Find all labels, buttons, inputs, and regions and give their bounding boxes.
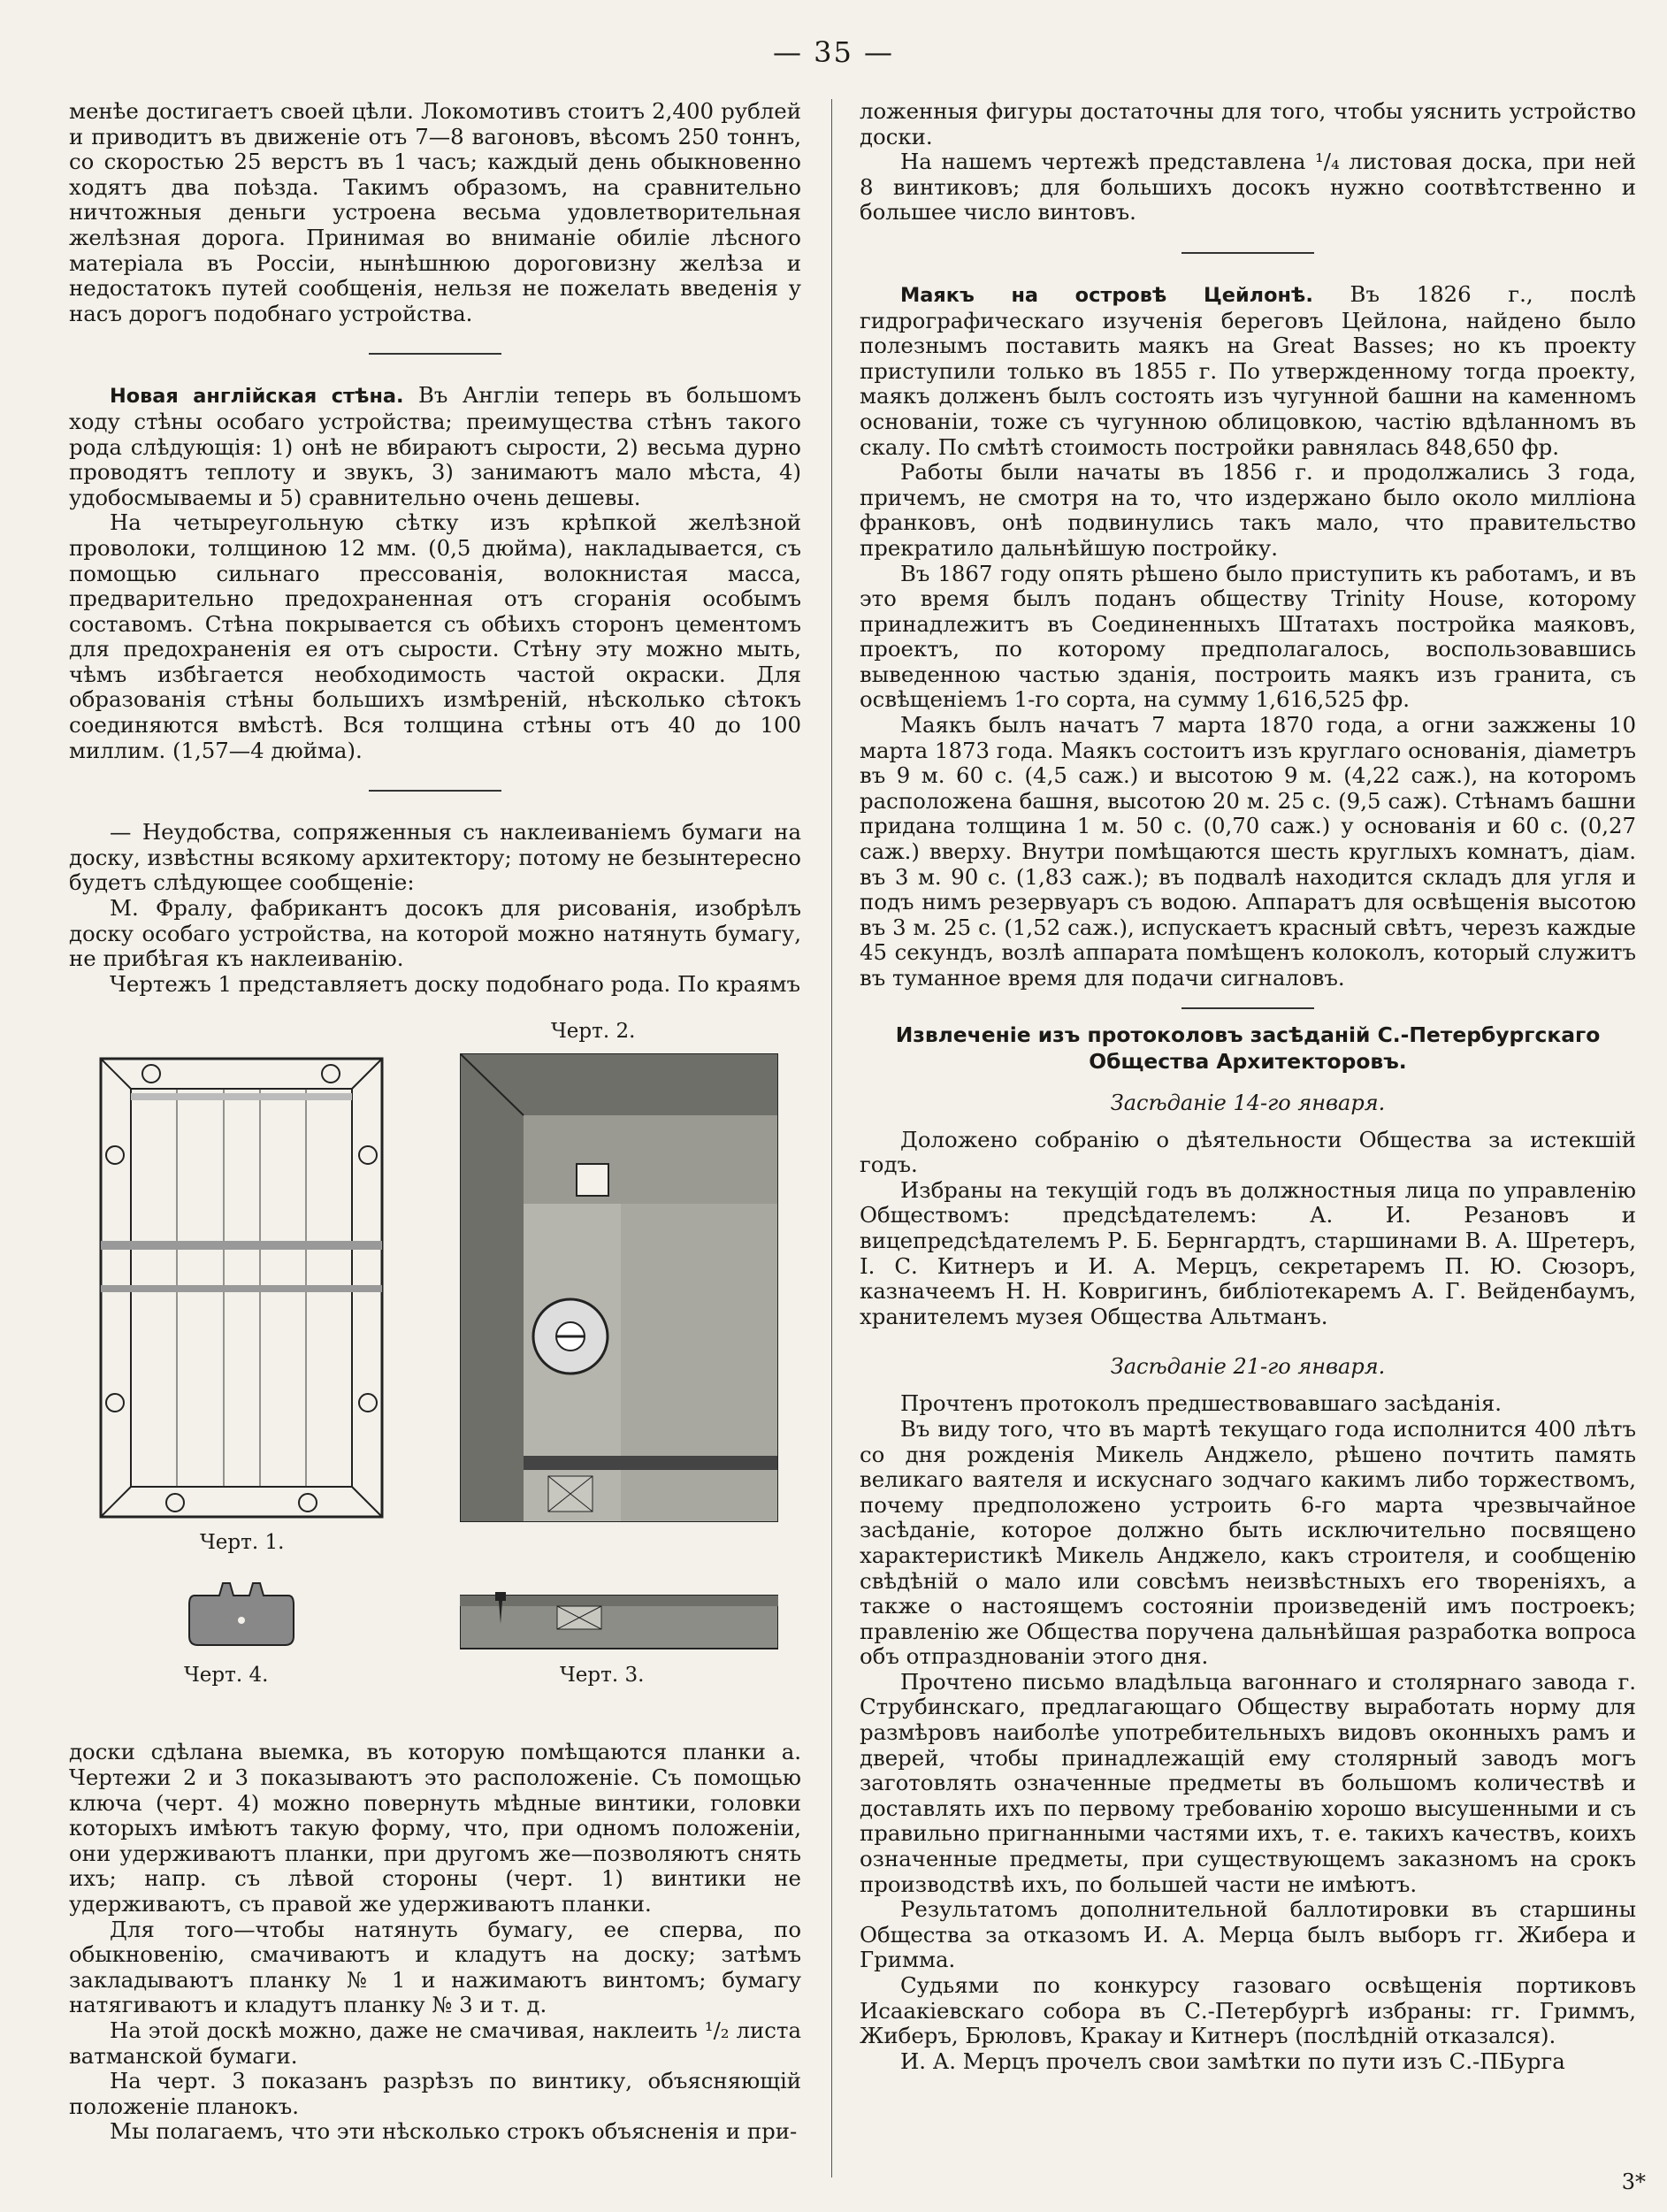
separator-rule	[1181, 252, 1314, 254]
lighthouse-paragraph-2: Работы были начаты въ 1856 г. и продолжались 3 года, причемъ, не смотря на то, что издержано было около милліона франковъ, онѣ подвинулись такъ мало, что правительство прекратило дальнѣйшую постройку.	[860, 459, 1636, 561]
page-number: — 35 —	[772, 35, 895, 69]
board-continuation: ложенныя фигуры достаточны для того, чтобы уяснить устройство доски.	[860, 98, 1636, 149]
lighthouse-paragraph-4: Маякъ былъ начатъ 7 марта 1870 года, а огни зажжены 10 марта 1873 года. Маякъ состоитъ изъ круглаго основанія, діаметръ въ 9 м. 60 с. (4,5 саж.) и высотою 9 м. (4,22 саж.), на которомъ расположена башня, высотою 20 м. 25 с. (9,5 саж). Стѣнамъ башни придана толщина 1 м. 50 с. (0,70 саж.) у основанія и 60 с. (0,27 саж.) вверху. Внутри помѣщаются шесть круглыхъ комнатъ, діам. въ 3 м. 90 с. (1,83 саж.); въ подвалѣ находится складъ для угля и подъ нимъ резервуаръ съ водою. Аппаратъ для освѣщенія высотою въ 3 м. 25 с. (1,52 саж.), испускаетъ красный свѣтъ, черезъ каждые 45 секундъ, возлѣ аппарата помѣщенъ колоколъ, который служитъ въ туманное время для подачи сигналовъ.	[860, 712, 1636, 991]
board-note: На нашемъ чертежѣ представлена ¹/₄ листовая доска, при ней 8 винтиковъ; для большихъ досокъ нужно соотвѣтственно и большее число винтовъ.	[860, 149, 1636, 226]
session2-paragraph-3: Прочтено письмо владѣльца вагоннаго и столярнаго завода г. Струбинскаго, предлагающаго Обществу выработать норму для размѣровъ наиболѣе употребительныхъ видовъ оконныхъ рамъ и дверей, чтобы принадлежащій ему столярный заводъ могъ заготовлять означенные предметы въ большомъ количествѣ и доставлять ихъ по первому требованію хорошо высушенными и съ правильно пригнанными частями ихъ, т. е. такихъ качествъ, коихъ означенные предметы, при существующемъ заказномъ на срокъ производствѣ ихъ, по большей части не имѣютъ.	[860, 1668, 1636, 1897]
session1-paragraph-1: Доложено собранію о дѣятельности Общества за истекшій годъ.	[860, 1126, 1636, 1178]
board-paragraph-6: На этой доскѣ можно, даже не смачивая, наклеить ¹/₂ листа ватманской бумаги.	[69, 2017, 801, 2069]
left-column	[69, 99, 801, 2145]
session1-paragraph-2: Избраны на текущій годъ въ должностныя лица по управленію Обществомъ: предсѣдателемъ: А. И. Резановъ и вицепредсѣдателемъ Р. Б. Бернгардтъ, старшинами В. А. Шретеръ, І. С. Китнеръ и И. А. Мерцъ, секретаремъ П. Ю. Сюзоръ, казначеемъ Н. Н. Ковригинъ, библіотекаремъ А. Г. Вейденбаумъ, хранителемъ музея Общества Альтманъ.	[860, 1176, 1636, 1329]
wall-paragraph-1: Новая англійская стѣна. Въ Англіи теперь въ большомъ ходу стѣны особаго устройства; преимущества стѣнъ такого рода слѣдующія: 1) онѣ не вбираютъ сырости, 2) весьма дурно проводятъ теплоту и звукъ, 3) занимаютъ мало мѣста, 4) удобосмываемы и 5) сравнительно очень дешевы.	[69, 382, 801, 510]
right-column	[860, 99, 1636, 2074]
figures-block	[69, 1009, 801, 1734]
figure-1-caption: Черт. 1.	[200, 1531, 285, 1555]
session2-paragraph-1: Прочтенъ протоколъ предшествовавшаго засѣданія.	[900, 1390, 1502, 1417]
separator-rule	[1181, 1007, 1314, 1009]
wall-heading: Новая англійская стѣна.	[110, 385, 404, 409]
board-paragraph-8: Мы полагаемъ, что эти нѣсколько строкъ объясненія и при-	[110, 2118, 798, 2145]
lighthouse-paragraph-1: Маякъ на островѣ Цейлонѣ. Въ 1826 г., послѣ гидрографическаго изученія береговъ Цейлона, найдено было полезнымъ поставить маякъ на Great Basses; но къ проекту приступили только въ 1855 г. По утвержденному тогда проекту, маякъ долженъ былъ состоять изъ чугунной башни на каменномъ основаніи, тоже съ чугунною облицовкою, частію вдѣланномъ въ скалу. По смѣтѣ стоимость постройки равнялась 848,650 фр.	[860, 280, 1636, 460]
session-heading-1: Засѣданіе 14-го января.	[1110, 1090, 1386, 1115]
board-paragraph-2: М. Фралу, фабрикантъ досокъ для рисованія, изобрѣлъ доску особаго устройства, на которой можно натянуть бумагу, не прибѣгая къ наклеиванію.	[69, 895, 801, 972]
figure-2-caption: Черт. 2.	[551, 1020, 636, 1044]
figure-3-caption: Черт. 3.	[560, 1664, 645, 1688]
session2-paragraph-5: Судьями по конкурсу газоваго освѣщенія портиковъ Исаакіевскаго собора въ С.-Петербургѣ избраны: гг. Гриммъ, Жиберъ, Брюловъ, Кракау и Китнеръ (послѣдній отказался).	[860, 1972, 1636, 2049]
column-divider	[831, 99, 832, 2178]
figure-1-board	[96, 1053, 387, 1522]
board-paragraph-3: Чертежъ 1 представляетъ доску подобнаго рода. По краямъ	[110, 970, 801, 997]
lighthouse-heading: Маякъ на островѣ Цейлонѣ.	[900, 283, 1313, 307]
session2-paragraph-2: Въ виду того, что въ мартѣ текущаго года исполнится 400 лѣтъ со дня рожденія Микель Анджело, рѣшено почтить память великаго ваятеля и искуснаго зодчаго какимъ либо торжествомъ, почему предположено устроить 6-го марта чрезвычайное засѣданіе, которое должно быть исключительно посвящено характеристикѣ Микель Анджело, какъ строителя, и сообщенію свѣдѣній о мало или совсѣмъ неизвѣстныхъ его твореніяхъ, а также о настоящемъ состояніи произведеній имъ построекъ; правленію же Общества поручена дальнѣйшая разработка вопроса объ отпразднованіи этого дня.	[860, 1415, 1636, 1670]
separator-rule	[369, 790, 501, 792]
figure-4-key	[184, 1580, 299, 1650]
board-paragraph-4: доски сдѣлана выемка, въ которую помѣщаются планки a. Чертежи 2 и 3 показываютъ это расположеніе. Съ помощью ключа (черт. 4) можно повернуть мѣдные винтики, головки которыхъ имѣютъ такую форму, что, при одномъ положеніи, они удерживаютъ планки, при другомъ же—позволяютъ снять ихъ; напр. съ лѣвой стороны (черт. 1) винтики не удерживаютъ, съ правой же удерживаютъ планки.	[69, 1739, 801, 1917]
figure-3-section	[460, 1588, 778, 1650]
railway-paragraph: менѣе достигаетъ своей цѣли. Локомотивъ стоитъ 2,400 рублей и приводитъ въ движеніе отъ 7—8 вагоновъ, вѣсомъ 250 тоннъ, со скоростью 25 верстъ въ 1 часъ; каждый день обыкновенно ходятъ два поѣзда. Такимъ образомъ, на сравнительно ничтожныя деньги устроена весьма удовлетворительная желѣзная дорога. Принимая во вниманіе обиліе лѣсного матеріала въ Россіи, нынѣшнюю дороговизну желѣза и недостатокъ путей сообщенія, нельзя не пожелать введенія у насъ дорогъ подобнаго устройства.	[69, 98, 801, 326]
figure-4-caption: Черт. 4.	[184, 1664, 269, 1688]
wall-paragraph-2: На четыреугольную сѣтку изъ крѣпкой желѣзной проволоки, толщиною 12 мм. (0,5 дюйма), накладывается, съ помощью сильнаго прессованія, волокнистая масса, предварительно предохраненная отъ сгоранія особымъ составомъ. Стѣна покрывается съ обѣихъ сторонъ цементомъ для предохраненія ея отъ сырости. Стѣну эту можно мыть, чѣмъ избѣгается необходимость частой окраски. Для образованія стѣны большихъ измѣреній, нѣсколько сѣтокъ соединяются вмѣстѣ. Вся толщина стѣны отъ 40 до 100 миллим. (1,57—4 дюйма).	[69, 509, 801, 763]
board-paragraph-7: На черт. 3 показанъ разрѣзъ по винтику, объясняющій положеніе планокъ.	[69, 2068, 801, 2119]
lighthouse-paragraph-3: Въ 1867 году опять рѣшено было приступить къ работамъ, и въ это время былъ поданъ обществу Trinity House, которому принадлежитъ въ Соединенныхъ Штатахъ постройка маяковъ, проектъ, по которому предполагалось, воспользовавшись выведенною частью зданія, построить маякъ изъ гранита, съ освѣщеніемъ 1-го сорта, на сумму 1,616,525 фр.	[860, 560, 1636, 713]
section-title: Извлеченіе изъ протоколовъ засѣданій С.-Петербургскаго Общества Архитекторовъ.	[895, 1022, 1601, 1074]
signature-mark: 3*	[1621, 2170, 1646, 2194]
session-heading-2: Засѣданіе 21-го января.	[1110, 1354, 1386, 1380]
figure-2-corner-detail	[460, 1053, 778, 1522]
board-paragraph-5: Для того—чтобы натянуть бумагу, ее сперва, по обыкновенію, смачиваютъ и кладутъ на доску; затѣмъ закладываютъ планку № 1 и нажимаютъ винтомъ; бумагу натягиваютъ и кладутъ планку № 3 и т. д.	[69, 1916, 801, 2018]
separator-rule	[369, 353, 501, 355]
session2-paragraph-6: И. А. Мерцъ прочелъ свои замѣтки по пути изъ С.-ПБурга	[900, 2047, 1565, 2074]
board-paragraph-1: — Неудобства, сопряженныя съ наклеиваніемъ бумаги на доску, извѣстны всякому архитектору; потому не безынтересно будетъ слѣдующее сообщеніе:	[69, 819, 801, 896]
session2-paragraph-4: Результатомъ дополнительной баллотировки въ старшины Общества за отказомъ И. А. Мерца былъ выборъ гг. Жибера и Гримма.	[860, 1896, 1636, 1973]
